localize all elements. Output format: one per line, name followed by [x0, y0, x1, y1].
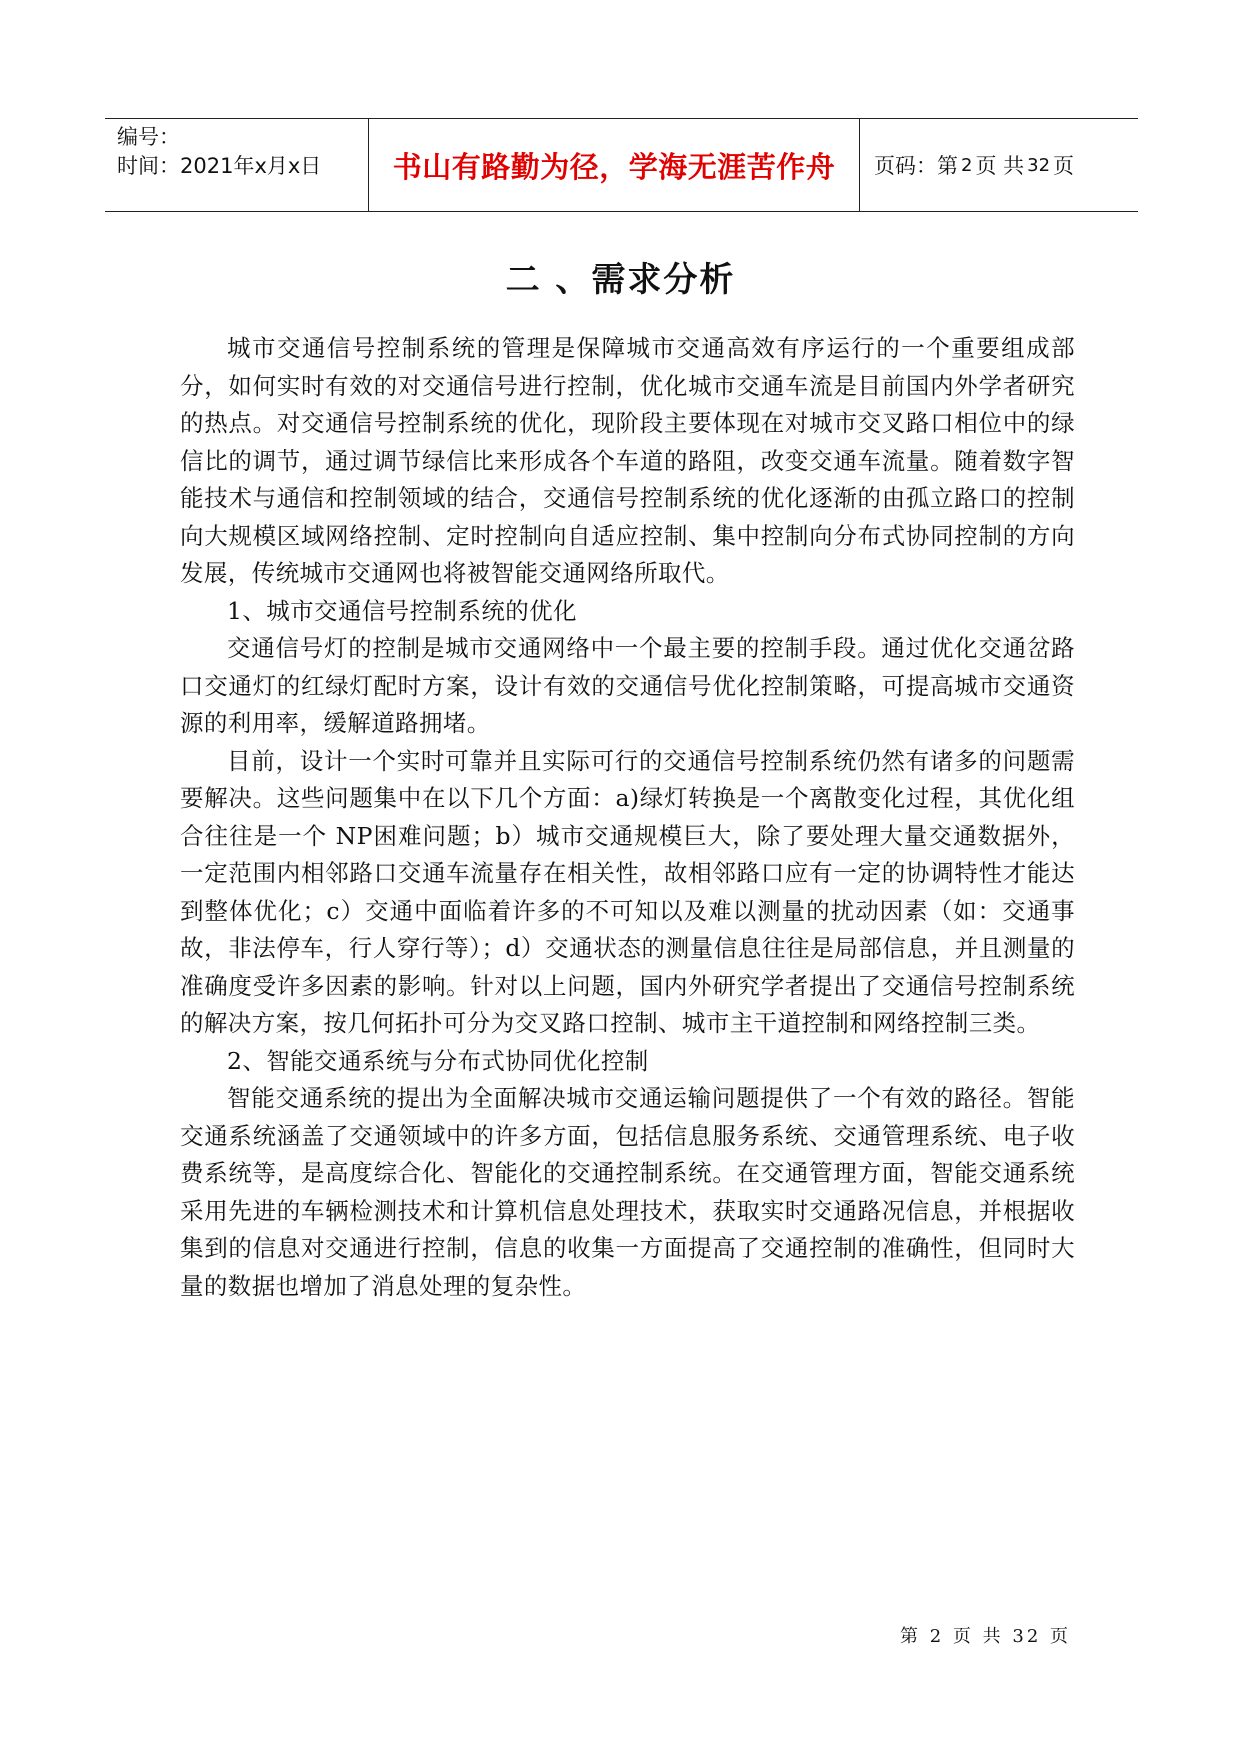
page-footer: 第 2 页 共 32 页	[900, 1626, 1071, 1647]
page-total: 32	[1027, 154, 1051, 176]
paragraph-intelligent-transport: 智能交通系统的提出为全面解决城市交通运输问题提供了一个有效的路径。智能交通系统涵盖了交通领域中的许多方面，包括信息服务系统、交通管理系统、电子收费系统等，是高度综合化、智能化的交通控制系统。在交通管理方面，智能交通系统采用先进的车辆检测技术和计算机信息处理技术，获取实时交通路况信息，并根据收集到的信息对交通进行控制，信息的收集一方面提高了交通控制的准确性，但同时大量的数据也增加了消息处理的复杂性。	[180, 1084, 1075, 1300]
page-prefix: 页码：第	[874, 154, 958, 178]
section-title: 二 、需求分析	[505, 260, 736, 300]
paragraph-intro: 城市交通信号控制系统的管理是保障城市交通高效有序运行的一个重要组成部分，如何实时有效的对交通信号进行控制，优化城市交通车流是目前国内外学者研究的热点。对交通信号控制系统的优化，现阶段主要体现在对城市交叉路口相位中的绿信比的调节，通过调节绿信比来形成各个车道的路阻，改变交通车流量。随着数字智能技术与通信和控制领域的结合，交通信号控制系统的优化逐渐的由孤立路口的控制向大规模区域网络控制、定时控制向自适应控制、集中控制向分布式协同控制的方向发展，传统城市交通网也将被智能交通网络所取代。	[180, 334, 1075, 587]
paragraph-problems: 目前，设计一个实时可靠并且实际可行的交通信号控制系统仍然有诸多的问题需要解决。这些问题集中在以下几个方面：a)绿灯转换是一个离散变化过程，其优化组合往往是一个 NP困难问题；b）城市交通规模巨大，除了要处理大量交通数据外，一定范围内相邻路口交通车流量存在相关性，故相邻路口应有一定的协调特性才能达到整体优化；c）交通中面临着许多的不可知以及难以测量的扰动因素（如：交通事故，非法停车，行人穿行等）；d）交通状态的测量信息往往是局部信息，并且测量的准确度受许多因素的影响。针对以上问题，国内外研究学者提出了交通信号控制系统的解决方案，按几何拓扑可分为交叉路口控制、城市主干道控制和网络控制三类。	[180, 746, 1075, 1037]
page-current: 2	[961, 154, 973, 176]
page-header	[105, 118, 1138, 212]
body-text	[180, 330, 1075, 1305]
subheading-intelligent-transport: 2、智能交通系统与分布式协同优化控制	[227, 1046, 649, 1075]
paragraph-signal-control: 交通信号灯的控制是城市交通网络中一个最主要的控制手段。通过优化交通岔路口交通灯的红绿灯配时方案，设计有效的交通信号优化控制策略，可提高城市交通资源的利用率，缓解道路拥堵。	[180, 634, 1075, 737]
subheading-signal-optimization: 1、城市交通信号控制系统的优化	[227, 596, 577, 625]
header-motto: 书山有路勤为径，学海无涯苦作舟	[369, 119, 860, 211]
page-suffix: 页	[1053, 154, 1075, 178]
document-time-label: 时间：2021年x月x日	[117, 154, 322, 178]
header-meta	[105, 119, 369, 211]
document-number-label: 编号：	[117, 125, 180, 149]
header-page-number	[860, 119, 1138, 211]
page-mid: 页 共	[975, 154, 1025, 178]
